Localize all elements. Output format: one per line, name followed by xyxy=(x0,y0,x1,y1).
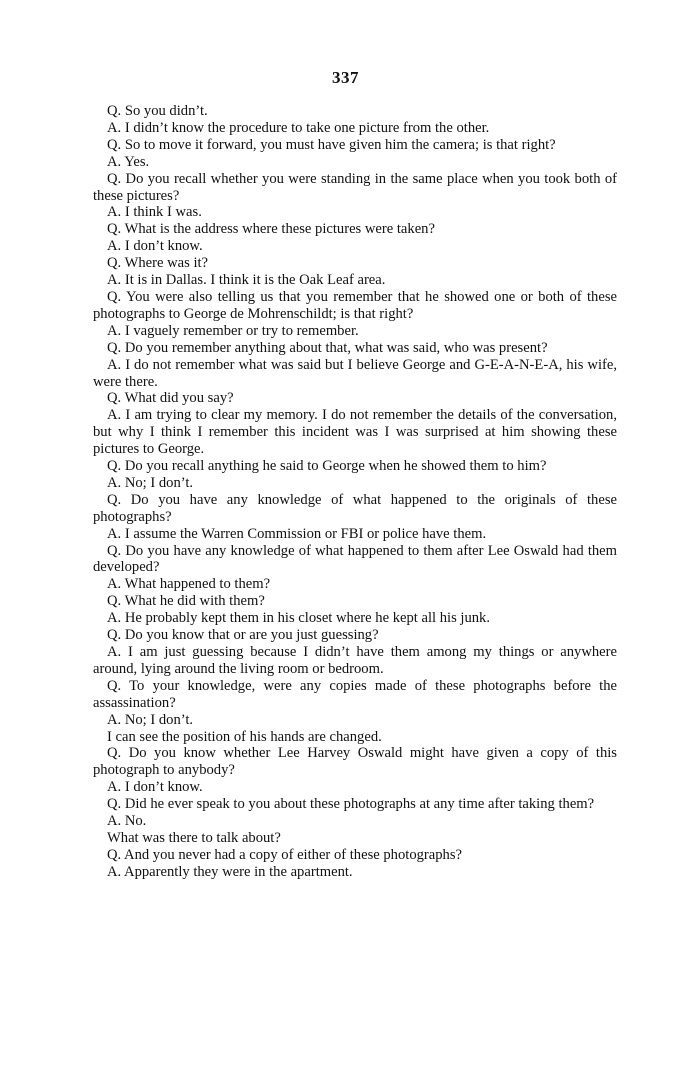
transcript-paragraph: A. What happened to them? xyxy=(107,576,271,593)
transcript-paragraph: A. I don’t know. xyxy=(107,779,203,796)
transcript-paragraph: Q. So to move it forward, you must have given him the camera; is that right? xyxy=(107,136,556,153)
transcript-paragraph: A. No; I don’t. xyxy=(107,711,194,728)
transcript-paragraph: What was there to talk about? xyxy=(107,829,281,846)
transcript-paragraph: I can see the position of his hands are changed. xyxy=(107,728,382,745)
transcript-paragraph: A. I am trying to clear my memory. I do not remember the details of the conversation, but why I think I remember this incident was I was surprised at him showing these pictures to George. xyxy=(93,407,617,458)
transcript-paragraph: Q. To your knowledge, were any copies made of these photographs before the assassination? xyxy=(93,677,617,711)
transcript-paragraph: A. I think I was. xyxy=(107,204,202,221)
transcript-paragraph: A. No. xyxy=(107,813,147,830)
transcript-paragraph: A. I didn’t know the procedure to take one picture from the other. xyxy=(107,119,490,136)
transcript-paragraph: Q. Do you recall whether you were standing in the same place when you took both of these pictures? xyxy=(93,170,617,204)
transcript-paragraph: Q. What did you say? xyxy=(107,390,234,407)
transcript-paragraph: Q. Where was it? xyxy=(107,255,209,272)
transcript-paragraph: Q. Do you know that or are you just guessing? xyxy=(107,627,379,644)
transcript-paragraph: Q. What is the address where these pictures were taken? xyxy=(107,221,435,238)
transcript-paragraph: Q. Do you have any knowledge of what happened to the originals of these photographs? xyxy=(93,491,617,525)
transcript-paragraph: Q. Did he ever speak to you about these photographs at any time after taking them? xyxy=(107,796,595,813)
transcript-paragraph: Q. Do you recall anything he said to George when he showed them to him? xyxy=(107,458,547,475)
transcript-paragraph: Q. Do you remember anything about that, what was said, who was present? xyxy=(107,339,548,356)
transcript-paragraph: A. I assume the Warren Commission or FBI or police have them. xyxy=(107,525,487,542)
transcript-paragraph: A. I vaguely remember or try to remember. xyxy=(107,322,359,339)
page-number: 337 xyxy=(332,68,359,87)
transcript-paragraph: A. It is in Dallas. I think it is the Oak Leaf area. xyxy=(107,272,386,289)
transcript-paragraph: Q. Do you know whether Lee Harvey Oswald might have given a copy of this photograph to anybody? xyxy=(93,745,617,779)
transcript-paragraph: A. I don’t know. xyxy=(107,238,203,255)
transcript-body xyxy=(93,103,617,881)
transcript-paragraph: A. I do not remember what was said but I believe George and G-E-A-N-E-A, his wife, were there. xyxy=(93,356,617,390)
transcript-paragraph: Q. You were also telling us that you remember that he showed one or both of these photographs to George de Mohrenschildt; is that right? xyxy=(93,288,617,322)
transcript-paragraph: Q. So you didn’t. xyxy=(107,103,208,119)
transcript-paragraph: Q. Do you have any knowledge of what happened to them after Lee Oswald had them developed? xyxy=(93,542,617,576)
transcript-paragraph: Q. And you never had a copy of either of these photographs? xyxy=(107,846,463,863)
transcript-paragraph: A. Apparently they were in the apartment. xyxy=(107,863,353,880)
transcript-paragraph: A. Yes. xyxy=(107,153,150,170)
transcript-paragraph: A. I am just guessing because I didn’t have them among my things or anywhere around, lying around the living room or bedroom. xyxy=(93,644,617,677)
transcript-paragraph: A. No; I don’t. xyxy=(107,474,194,491)
transcript-paragraph: Q. What he did with them? xyxy=(107,593,265,610)
transcript-paragraph: A. He probably kept them in his closet where he kept all his junk. xyxy=(107,610,491,627)
